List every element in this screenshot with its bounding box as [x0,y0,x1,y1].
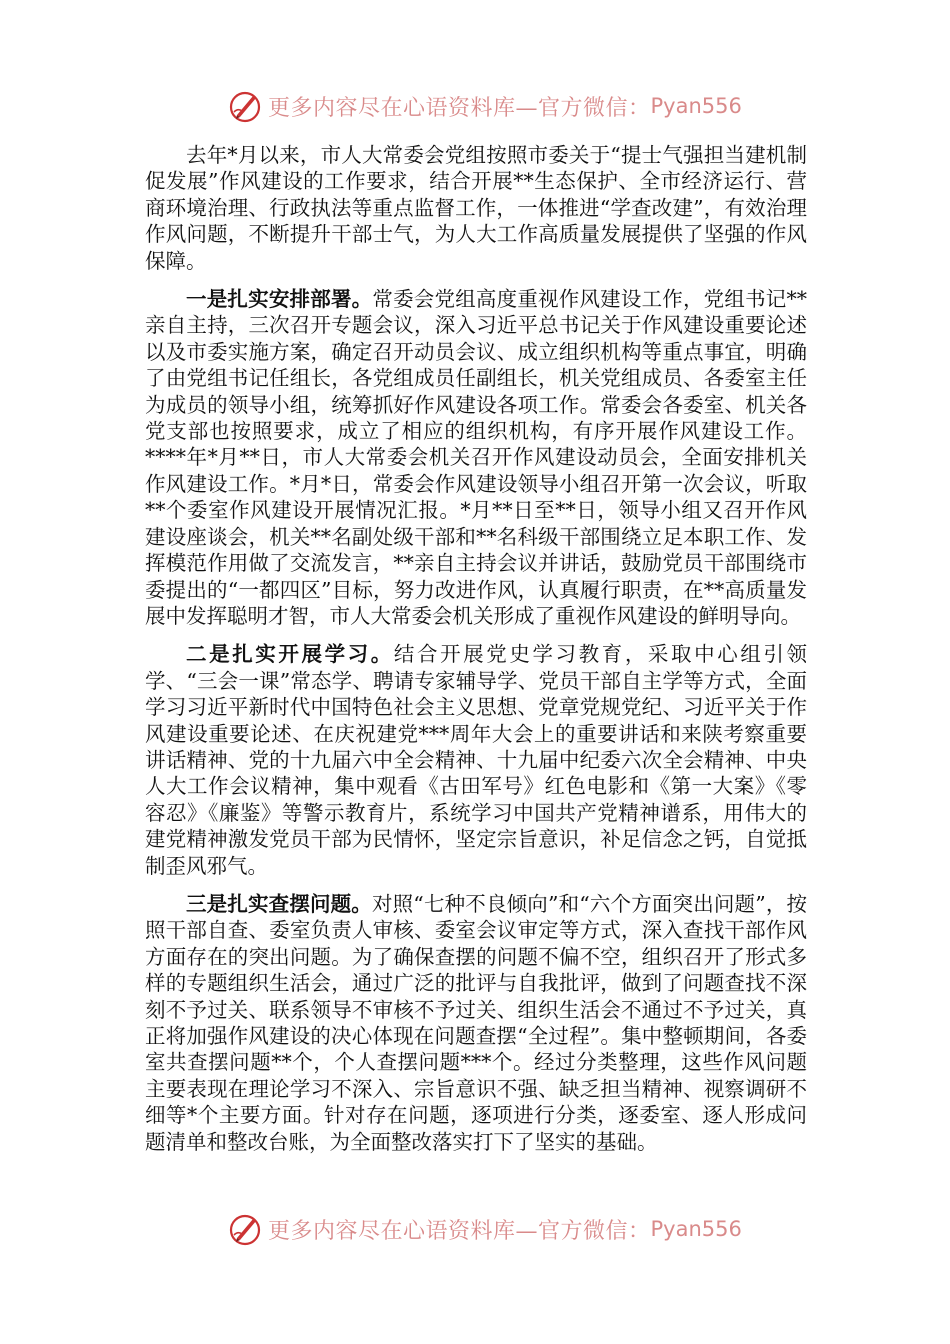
banner-text: 更多内容尽在心语资料库—官方微信： [268,1218,651,1244]
header-banner[interactable] [228,86,742,126]
banner-wechat-id: Pyan556 [650,94,742,118]
paragraph-text: 结合开展党史学习教育，采取中心组引领学、“三会一课”常态学、聘请专家辅导学、党员干部自主学等方式，全面学习习近平新时代中国特色社会主义思想、党章党规党纪、习近平关于作风建设重要论述、在庆祝建党***周年大会上的重要讲话和来陕考察重要讲话精神、党的十九届六中全会精神、十九届中纪委六次全会精神、中央人大工作会议精神，集中观看《古田军号》红色电影和《第一大案》《零容忍》《廉鉴》等警示教育片，系统学习中国共产党精神谱系，用伟大的建党精神激发党员干部为民情怀，坚定宗旨意识，补足信念之钙，自觉抵制歪风邪气。 [145,642,808,878]
paragraph-intro [145,142,807,274]
paragraph-text: 对照“七种不良倾向”和“六个方面突出问题”，按照干部自查、委室负责人审核、委室会议审定等方式，深入查找干部作风方面存在的突出问题。为了确保查摆的问题不偏不空，组织召开了形式多样的专题组织生活会，通过广泛的批评与自我批评，做到了问题查找不深刻不予过关、联系领导不审核不予过关、组织生活会不通过不予过关，真正将加强作风建设的决心体现在问题查摆“全过程”。集中整顿期间，各委室共查摆问题**个，个人查摆问题***个。经过分类整理，这些作风问题主要表现在理论学习不深入、宗旨意识不强、缺乏担当精神、视察调研不细等*个主要方面。针对存在问题，逐项进行分类，逐委室、逐人形成问题清单和整改台账，为全面整改落实打下了坚实的基础。 [145,891,808,1154]
footer-banner[interactable] [228,1209,742,1249]
paragraph-lead: 一是扎实安排部署。 [186,287,373,312]
paragraph-study [145,641,807,879]
paragraph-problems [145,891,807,1155]
paragraph-text: 去年*月以来，市人大常委会党组按照市委关于“提士气强担当建机制促发展”作风建设的工作要求，结合开展**生态保护、全市经济运行、营商环境治理、行政执法等重点监督工作，一体推进“学查改建”，有效治理作风问题，不断提升干部士气，为人大工作高质量发展提供了坚强的作风保障。 [145,143,807,273]
banner-wechat-id: Pyan556 [650,1217,742,1241]
pen-logo-icon [228,1211,264,1247]
banner-text: 更多内容尽在心语资料库—官方微信： [268,95,651,121]
paragraph-deployment [145,286,807,629]
paragraph-text: 常委会党组高度重视作风建设工作，党组书记**亲自主持，三次召开专题会议，深入习近平总书记关于作风建设重要论述以及市委实施方案，确定召开动员会议、成立组织机构等重点事宜，明确了由党组书记任组长，各党组成员任副组长，机关党组成员、各委室主任为成员的领导小组，统筹抓好作风建设各项工作。常委会各委室、机关各党支部也按照要求，成立了相应的组织机构，有序开展作风建设工作。****年*月**日，市人大常委会机关召开作风建设动员会，全面安排机关作风建设工作。*月*日，常委会作风建设领导小组召开第一次会议，听取**个委室作风建设开展情况汇报。*月**日至**日，领导小组又召开作风建设座谈会，机关**名副处级干部和**名科级干部围绕立足本职工作、发挥模范作用做了交流发言，**亲自主持会议并讲话，鼓励党员干部围绕市委提出的“一都四区”目标，努力改进作风，认真履行职责，在**高质量发展中发挥聪明才智，市人大常委会机关形成了重视作风建设的鲜明导向。 [145,287,808,628]
article-body [145,142,807,1167]
paragraph-lead: 三是扎实查摆问题。 [186,891,372,916]
pen-logo-icon [228,88,264,124]
paragraph-lead: 二是扎实开展学习。 [186,642,394,667]
